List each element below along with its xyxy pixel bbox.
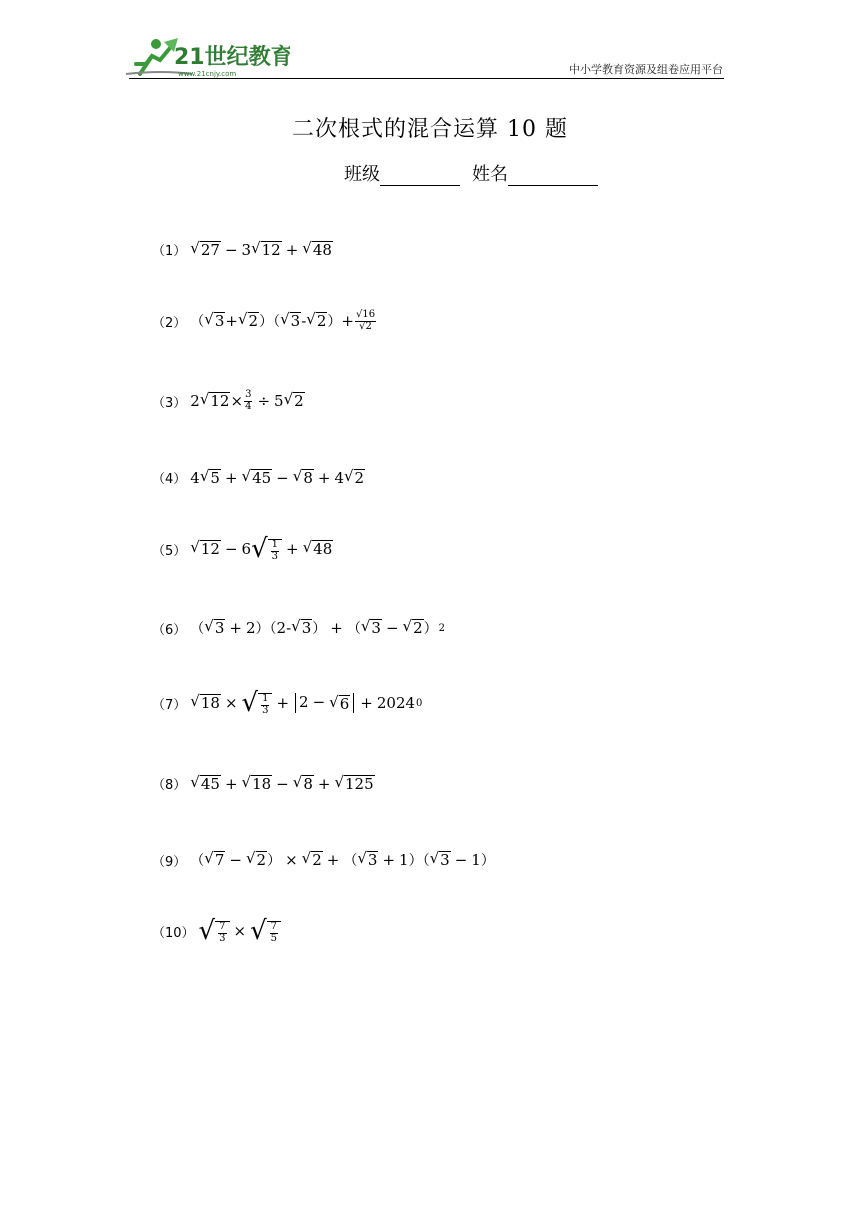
problem-number: （7） <box>152 697 187 713</box>
page-title: 二次根式的混合运算 10 题 <box>292 117 568 142</box>
problem-number: （8） <box>152 778 187 793</box>
logo-subtext: www.21cnjy.com <box>178 70 237 78</box>
student-info-line <box>344 160 598 186</box>
logo <box>122 34 290 80</box>
problem-number: （2） <box>152 315 187 331</box>
problem-8: （8） √ 45 + √ 18 − √ 8 + √ 125 <box>152 772 374 793</box>
problem-1: （1） √ 27 − 3 √ 12 + √ 48 <box>152 238 332 259</box>
problem-4: （4） 4 √ 5 + √ 45 − √ 8 + 4 √ 2 <box>152 466 365 487</box>
problem-number: （6） <box>152 622 187 638</box>
problem-number: （5） <box>152 543 187 559</box>
name-blank[interactable] <box>508 165 598 186</box>
problem-number: （3） <box>152 395 187 411</box>
problem-5: （5） √ 12 − 6 √ $\frac{1}{3}$ + √ 48 <box>152 534 333 564</box>
problem-number: （1） <box>152 244 187 259</box>
problem-9: （9） （ √ 7 − √ 2 ） × √ 2 + （ √ 3 + 1 ）（ √ 3 − 1 ） <box>152 849 495 870</box>
problem-number: （4） <box>152 472 187 487</box>
header-divider <box>129 78 724 79</box>
problem-2: （2） （ √ 3 + √ 2 ）（ √ 3 - √ 2 ） + $\frac{√16}{√2}$ <box>152 309 376 332</box>
problem-number: （9） <box>152 854 187 870</box>
problem-6: （6） （ √ 3 + 2 ）（ 2 - √ 3 ） + （ √ 3 − √ 2 ） 2 <box>152 617 445 638</box>
problem-3: （3） 2 √ 12 × $\frac{3}{4}$ ÷ 5 √ 2 <box>152 389 304 412</box>
logo-text: 21世纪教育 <box>174 45 290 70</box>
header-platform-text: 中小学教育资源及组卷应用平台 <box>569 63 723 76</box>
class-blank[interactable] <box>380 165 460 186</box>
problem-7: （7） √ 18 × √ $\frac{1}{3}$ + 2 − √ 6 + 2024 0 <box>152 688 423 718</box>
problem-10: （10） √ $\frac{7}{3}$ × √ $\frac{7}{5}$ <box>152 918 281 944</box>
name-label: 姓名 <box>472 164 508 185</box>
problem-number: （10） <box>152 925 195 941</box>
class-label: 班级 <box>344 164 380 185</box>
